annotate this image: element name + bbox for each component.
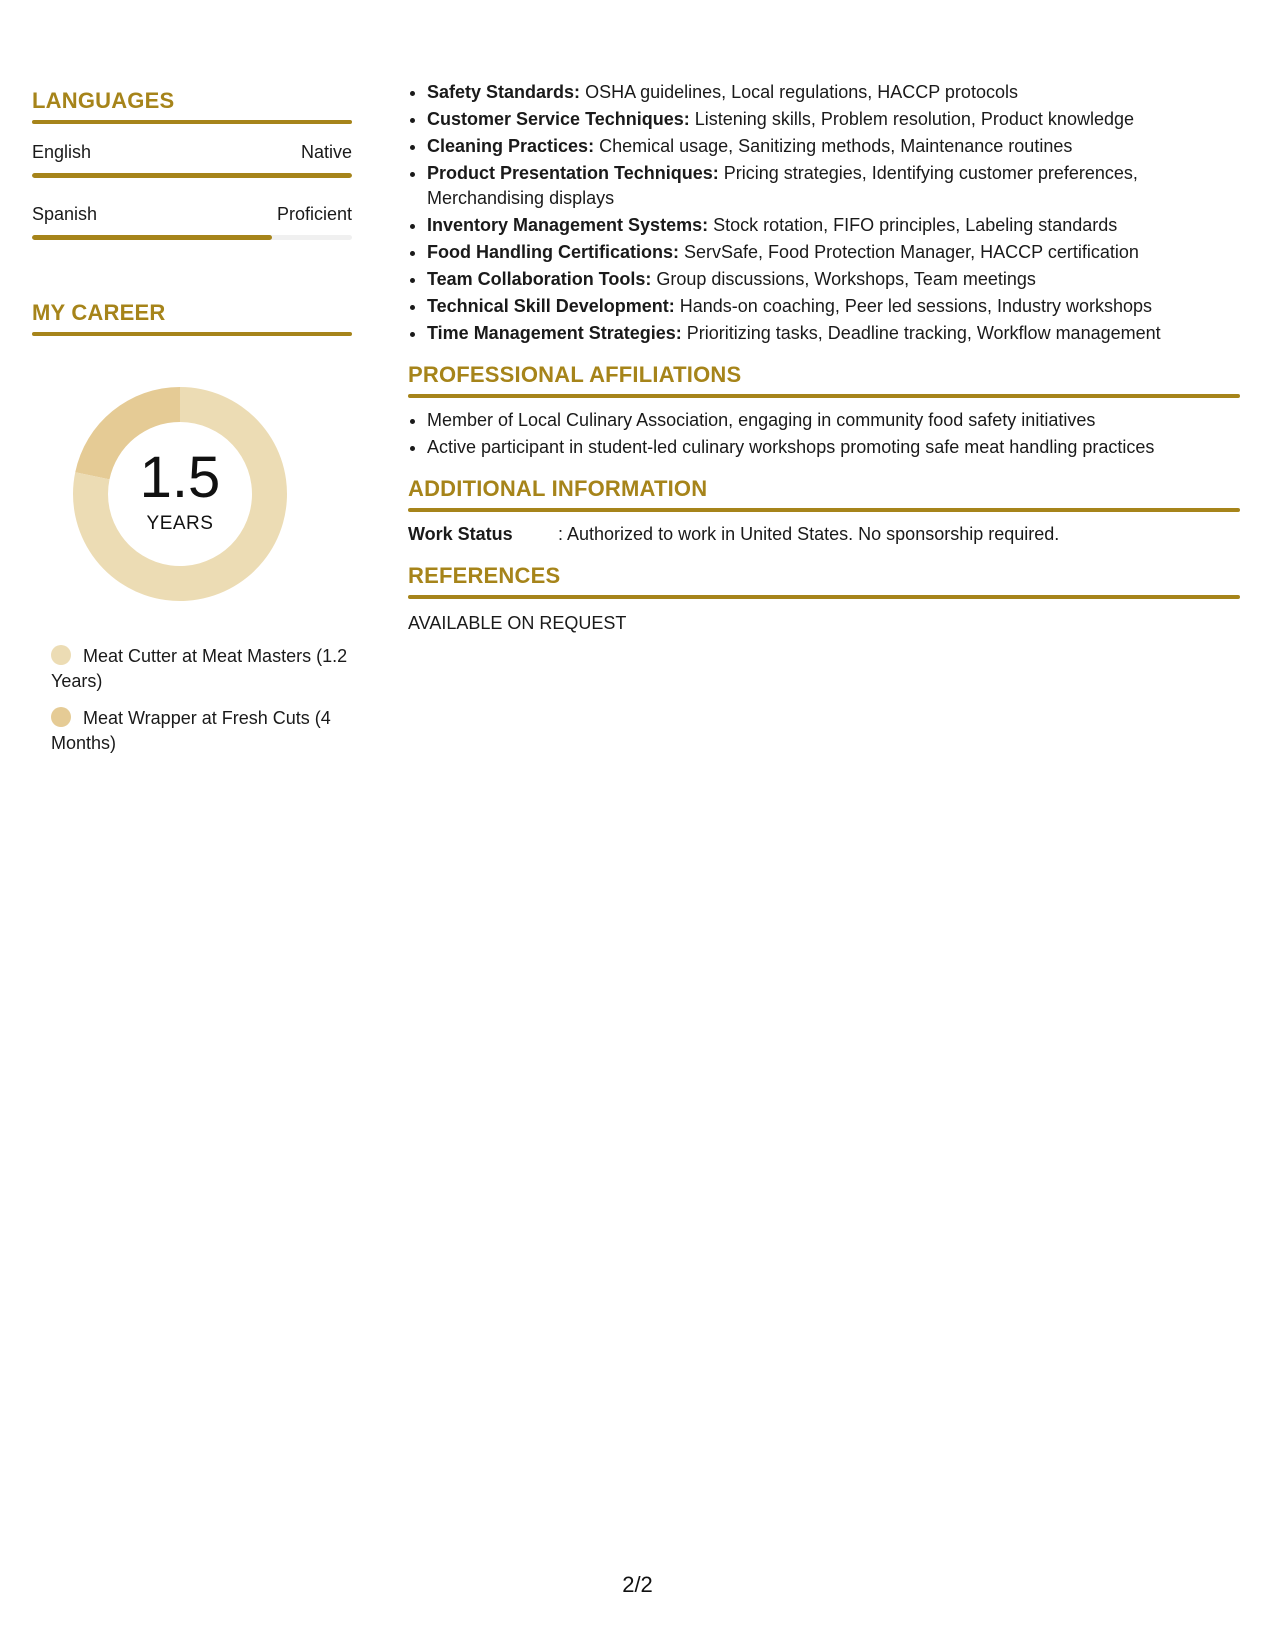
skill-item (427, 321, 1240, 346)
language-proficiency-bar (32, 235, 352, 240)
language-proficiency-fill (32, 235, 272, 240)
additional-info-heading: ADDITIONAL INFORMATION (408, 476, 708, 501)
skill-name: Food Handling Certifications: (427, 242, 679, 262)
skill-name: Inventory Management Systems: (427, 215, 709, 235)
career-legend-label: Meat Cutter at Meat Masters (1.2 Years) (51, 646, 348, 691)
skill-name: Cleaning Practices: (427, 136, 595, 156)
skill-name: Time Management Strategies: (427, 323, 682, 343)
sidebar (32, 88, 352, 768)
references-heading-rule (408, 595, 1240, 599)
skill-detail: Prioritizing tasks, Deadline tracking, Workflow management (686, 323, 1161, 343)
skill-item (427, 267, 1240, 292)
career-legend-label: Meat Wrapper at Fresh Cuts (4 Months) (51, 708, 331, 753)
career-legend-item (51, 706, 352, 756)
language-name: English (32, 142, 92, 162)
skill-detail: Hands-on coaching, Peer led sessions, Industry workshops (679, 296, 1153, 316)
references-section (408, 563, 1240, 636)
skill-detail: Listening skills, Problem resolution, Product knowledge (694, 109, 1134, 129)
career-total-value: 1.5 (139, 445, 221, 510)
skill-detail: Group discussions, Workshops, Team meetings (656, 269, 1036, 289)
legend-dot-icon (51, 707, 71, 727)
additional-info-section (408, 476, 1240, 547)
languages-list (32, 142, 352, 240)
skill-item (427, 240, 1240, 265)
skill-name: Technical Skill Development: (427, 296, 675, 316)
career-heading-rule (32, 332, 352, 336)
language-proficiency-fill (32, 173, 352, 178)
work-status-label: Work Status (408, 524, 513, 544)
career-total-unit: YEARS (146, 513, 214, 534)
legend-dot-icon (51, 645, 71, 665)
skill-detail: Stock rotation, FIFO principles, Labeling standards (713, 215, 1118, 235)
language-name: Spanish (32, 204, 98, 224)
affiliation-item: • Member of Local Culinary Association, engaging in community food safety initiatives (427, 408, 1240, 433)
affiliations-heading-rule (408, 394, 1240, 398)
references-heading: REFERENCES (408, 563, 561, 588)
skill-item (427, 161, 1240, 211)
language-proficiency-bar (32, 173, 352, 178)
affiliation-item: • Active participant in student-led culinary workshops promoting safe meat handling practices (427, 435, 1240, 460)
skills-list (408, 80, 1240, 346)
skill-detail: Pricing strategies, Identifying customer preferences, Merchandising displays (427, 163, 1138, 208)
language-level: Proficient (276, 204, 352, 224)
work-status-row (408, 522, 1240, 547)
affiliations-heading: PROFESSIONAL AFFILIATIONS (408, 362, 742, 387)
skill-name: Safety Standards: (427, 82, 581, 102)
skill-name: Team Collaboration Tools: (427, 269, 652, 289)
career-donut-chart (66, 380, 294, 608)
page-number: 2/2 (622, 1572, 653, 1597)
language-item (32, 204, 352, 240)
additional-info-heading-rule (408, 508, 1240, 512)
language-item (32, 142, 352, 178)
main-content (408, 80, 1240, 636)
skill-item (427, 107, 1240, 132)
career-legend (51, 644, 352, 756)
affiliations-section (408, 362, 1240, 460)
languages-heading-rule (32, 120, 352, 124)
skill-name: Product Presentation Techniques: (427, 163, 719, 183)
career-legend-item (51, 644, 352, 694)
skill-name: Customer Service Techniques: (427, 109, 690, 129)
skill-detail: Chemical usage, Sanitizing methods, Maintenance routines (599, 136, 1073, 156)
languages-section (32, 88, 352, 240)
skill-item (427, 80, 1240, 105)
career-heading: MY CAREER (32, 300, 166, 325)
skill-item (427, 213, 1240, 238)
languages-heading: LANGUAGES (32, 88, 175, 113)
skill-detail: OSHA guidelines, Local regulations, HACCP protocols (585, 82, 1018, 102)
affiliations-list (408, 408, 1240, 460)
references-text: AVAILABLE ON REQUEST (408, 613, 627, 633)
work-status-value: : Authorized to work in United States. No sponsorship required. (558, 524, 1060, 544)
skill-detail: ServSafe, Food Protection Manager, HACCP certification (684, 242, 1139, 262)
skill-item (427, 294, 1240, 319)
skill-item (427, 134, 1240, 159)
career-section (32, 300, 352, 756)
language-level: Native (300, 142, 352, 162)
